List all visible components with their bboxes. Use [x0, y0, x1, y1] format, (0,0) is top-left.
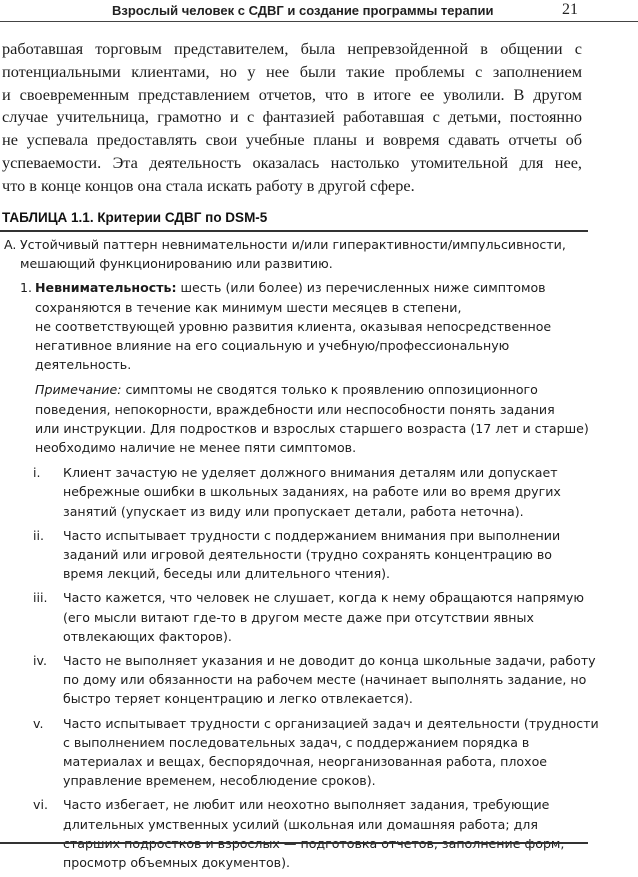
- symptom-line: Часто не выполняет указания и не доводит до конца школьные задачи, работу: [63, 653, 596, 669]
- page-number: 21: [562, 1, 578, 18]
- symptom-line: отвлекающих факторов).: [63, 628, 232, 644]
- note-line: поведения, непокорности, враждебности или неспособности понять задания: [35, 401, 555, 417]
- symptom-label: ii.: [33, 527, 45, 543]
- criterion-line: деятельность.: [35, 357, 132, 373]
- table-top-rule: [0, 230, 588, 232]
- running-head: [0, 0, 638, 22]
- symptom-label: iv.: [33, 653, 47, 669]
- body-line: что в конце концов она стала искать работу в другой сфере.: [2, 175, 415, 195]
- symptom-line: быстро теряет концентрацию и легко отвлекается).: [63, 691, 413, 707]
- symptom-item: [0, 651, 600, 709]
- running-head-title: Взрослый человек с СДВГ и создание программы терапии: [112, 3, 494, 18]
- symptom-line: Часто испытывает трудности с организацией задач и деятельности (трудности: [63, 715, 599, 731]
- body-line: успеваемости. Эта деятельность оказалась настолько утомительной для нее,: [2, 152, 582, 172]
- criterion-line: сохраняются в течение как минимум шести месяцев в степени,: [35, 299, 462, 315]
- body-line: и своевременным представлением отчетов, что в итоге ее уволили. В другом: [2, 84, 582, 104]
- symptom-line: длительных умственных усилий (школьная или домашняя работа; для: [63, 816, 538, 832]
- symptom-item: [0, 526, 600, 584]
- section-a-line: мешающий функционированию или развитию.: [20, 256, 333, 272]
- symptom-line: Часто испытывает трудности с поддержанием внимания при выполнении: [63, 527, 561, 543]
- criterion-inattention: [0, 278, 600, 374]
- criterion-term: Невнимательность:: [35, 280, 177, 296]
- note-first-line: симптомы не сводятся только к проявлению оппозиционного: [121, 382, 538, 398]
- symptom-line: материалах и вещах, беспорядочная, неорганизованная работа, плохое: [63, 754, 548, 770]
- symptom-line: управление временем, несоблюдение сроков).: [63, 773, 376, 789]
- symptom-line: заданий или игровой деятельности (трудно сохранять концентрацию во: [63, 547, 553, 563]
- note-line: необходимо наличие не менее пяти симптомов.: [35, 440, 357, 456]
- table-caption: ТАБЛИЦА 1.1. Критерии СДВГ по DSM-5: [2, 210, 268, 225]
- body-line: работавшая торговым представителем, была непревзойденной в общении с: [2, 39, 582, 58]
- criterion-label: 1.: [20, 280, 33, 296]
- symptom-label: iii.: [33, 590, 48, 606]
- symptom-line: Клиент зачастую не уделяет должного внимания деталям или допускает: [63, 465, 558, 481]
- symptom-list: [0, 463, 600, 872]
- criterion-line: не соответствующей уровню развития клиента, оказывая непосредственное: [35, 318, 552, 334]
- symptom-item: [0, 795, 600, 872]
- body-paragraph: [2, 38, 582, 198]
- symptom-label: vi.: [33, 797, 48, 813]
- symptom-line: с выполнением последовательных задач, с поддержанием порядка в: [63, 734, 530, 750]
- symptom-line: просмотр объемных документов).: [63, 855, 290, 871]
- body-line: не успевала предоставлять свои учебные планы и вовремя сдавать отчеты об: [2, 130, 582, 150]
- symptom-item: [0, 588, 600, 646]
- body-line: случае учительница, грамотно и с фантазией работавшая с детьми, постоянно: [2, 107, 582, 127]
- criterion-first-line: шесть (или более) из перечисленных ниже симптомов: [176, 280, 546, 296]
- symptom-line: по дому или обязанности на рабочем месте (начинает выполнять задание, но: [63, 672, 587, 688]
- symptom-label: i.: [33, 465, 41, 481]
- section-a-line: Устойчивый паттерн невнимательности и/или гиперактивности/импульсивности,: [20, 237, 566, 252]
- running-head-rule: [0, 21, 638, 22]
- body-line: потенциальными клиентами, но у нее были такие проблемы с заполнением: [2, 61, 582, 81]
- symptom-item: [0, 463, 600, 521]
- symptom-line: занятий (упускает из виду или пропускает детали, работа неточна).: [63, 503, 524, 519]
- symptom-item: [0, 714, 600, 791]
- note-line: или инструкции. Для подростков и взрослых старшего возраста (17 лет и старше): [35, 420, 589, 436]
- note-term: Примечание:: [35, 382, 122, 398]
- section-a-label: A.: [4, 237, 17, 252]
- symptom-label: v.: [33, 715, 44, 731]
- symptom-line: (его мысли витают где-то в другом месте даже при отсутствии явных: [63, 609, 534, 625]
- table-bottom-rule: [0, 842, 588, 844]
- symptom-line: Часто кажется, что человек не слушает, когда к нему обращаются напрямую: [63, 590, 584, 606]
- section-a: [0, 235, 600, 273]
- symptom-line: Часто избегает, не любит или неохотно выполняет задания, требующие: [63, 797, 550, 813]
- criteria-table: [0, 235, 600, 877]
- symptom-line: время лекций, беседы или длительного чтения).: [63, 566, 391, 582]
- symptom-line: небрежные ошибки в школьных заданиях, на работе или во время других: [63, 484, 561, 500]
- criterion-line: негативное влияние на его социальную и учебную/профессиональную: [35, 338, 510, 354]
- criterion-note: [0, 380, 600, 457]
